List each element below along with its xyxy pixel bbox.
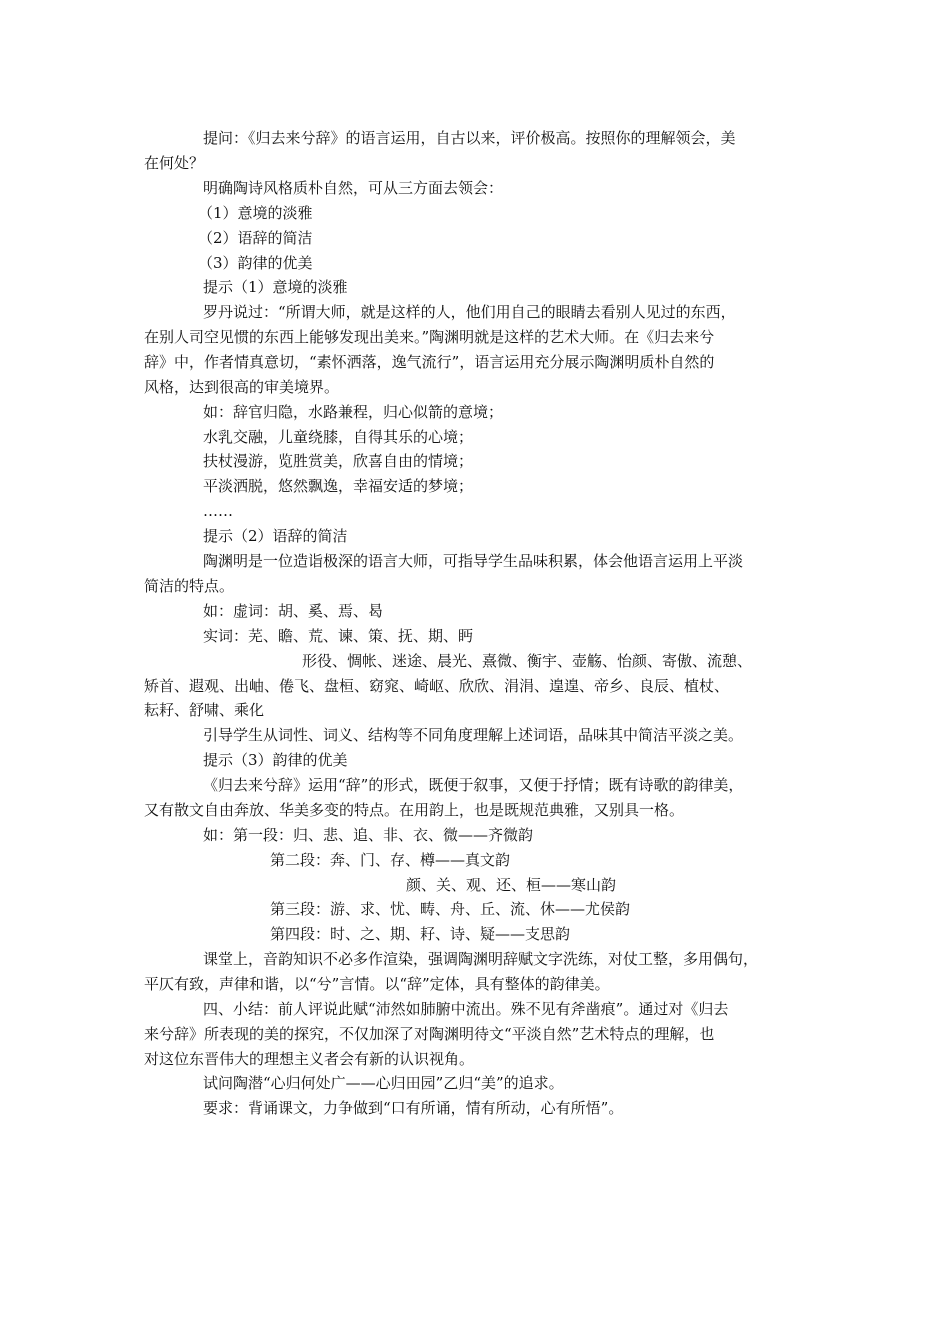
rhyme-section-2: 第二段：奔、门、存、樽——真文韵 (270, 851, 511, 869)
content-words-line-3: 矫首、遐观、出岫、倦飞、盘桓、窈窕、崎岖、欣欣、涓涓、遑遑、帝乡、良辰、植杖、 (144, 677, 730, 695)
content-words-line-2: 形役、惆帐、迷途、晨光、熹微、衡宇、壶觞、怡颜、寄傲、流憩、 (302, 652, 753, 670)
hint-3-heading: 提示（3）韵律的优美 (203, 751, 348, 769)
language-paragraph-line-1: 陶渊明是一位造诣极深的语言大师，可指导学生品味积累，体会他语言运用上平淡 (203, 552, 744, 570)
rhyme-section-3: 第三段：游、求、忧、畴、舟、丘、流、休——尤侯韵 (270, 900, 631, 918)
mood-line-1: 如：辞官归隐，水路兼程，归心似箭的意境； (203, 403, 504, 421)
mood-line-4: 平淡洒脱，悠然飘逸，幸福安适的梦境； (203, 477, 474, 495)
summary-paragraph-line-1: 四、小结：前人评说此赋“沛然如肺腑中流出。殊不见有斧凿痕”。通过对《归去 (203, 1000, 729, 1018)
question-line-1: 提问：《归去来兮辞》的语言运用，自古以来，评价极高。按照你的理解领会，美 (203, 129, 736, 147)
classroom-paragraph-line-1: 课堂上，音韵知识不必多作渲染，强调陶渊明辞赋文字洗练，对仗工整，多用偶句， (203, 950, 759, 968)
classroom-paragraph-line-2: 平仄有致，声律和谐，以“兮”言情。以“辞”定体，具有整体的韵律美。 (144, 975, 610, 993)
content-words-line-1: 实词：芜、瞻、荒、谏、策、抚、期、眄 (203, 627, 474, 645)
rodin-paragraph-line-4: 风格，达到很高的审美境界。 (144, 378, 340, 396)
function-words-line: 如：虚词：胡、奚、焉、曷 (203, 602, 384, 620)
rhyme-section-1: 如：第一段：归、悲、追、非、衣、微——齐微韵 (203, 826, 534, 844)
list-item-3: （3）韵律的优美 (198, 254, 313, 272)
hint-2-heading: 提示（2）语辞的简洁 (203, 527, 348, 545)
mood-line-2: 水乳交融，儿童绕膝，自得其乐的心境； (203, 428, 474, 446)
requirement-line: 要求：背诵课文，力争做到“口有所诵，情有所动，心有所悟”。 (203, 1099, 624, 1117)
rodin-paragraph-line-2: 在别人司空见惯的东西上能够发现出美来。”陶渊明就是这样的艺术大师。在《归去来兮 (144, 328, 715, 346)
list-item-2: （2）语辞的简洁 (198, 229, 313, 247)
rhyme-section-4: 第四段：时、之、期、耔、诗、疑——支思韵 (270, 925, 571, 943)
question-line-2: 在何处？ (144, 154, 205, 172)
hint-1-heading: 提示（1）意境的淡雅 (203, 278, 348, 296)
question-tao-qian: 试问陶潜“心归何处广——心归田园”乙归“美”的追求。 (203, 1074, 564, 1092)
rodin-paragraph-line-3: 辞》中，作者情真意切，“素怀洒落，逸气流行”，语言运用充分展示陶渊明质朴自然的 (144, 353, 715, 371)
list-item-1: （1）意境的淡雅 (198, 204, 313, 222)
mood-line-3: 扶杖漫游，览胜赏美，欣喜自由的情境； (203, 452, 474, 470)
summary-paragraph-line-2: 来兮辞》所表现的美的探究，不仅加深了对陶渊明待文“平淡自然”艺术特点的理解，也 (144, 1025, 715, 1043)
content-words-line-4: 耘耔、舒啸、乘化 (144, 701, 265, 719)
rhyme-section-2b: 颜、关、观、还、桓——寒山韵 (406, 876, 617, 894)
answer-intro: 明确陶诗风格质朴自然，可从三方面去领会： (203, 179, 504, 197)
rhythm-paragraph-line-1: 《归去来兮辞》运用“辞”的形式，既便于叙事，又便于抒情；既有诗歌的韵律美， (203, 776, 744, 794)
language-paragraph-line-2: 简洁的特点。 (144, 577, 235, 595)
guide-paragraph: 引导学生从词性、词义、结构等不同角度理解上述词语，品味其中简洁平淡之美。 (203, 726, 744, 744)
ellipsis: …… (203, 502, 233, 520)
rodin-paragraph-line-1: 罗丹说过：“所谓大师，就是这样的人，他们用自己的眼睛去看别人见过的东西， (203, 303, 736, 321)
rhythm-paragraph-line-2: 又有散文自由奔放、华美多变的特点。在用韵上，也是既规范典雅，又别具一格。 (144, 801, 685, 819)
summary-paragraph-line-3: 对这位东晋伟大的理想主义者会有新的认识视角。 (144, 1050, 475, 1068)
